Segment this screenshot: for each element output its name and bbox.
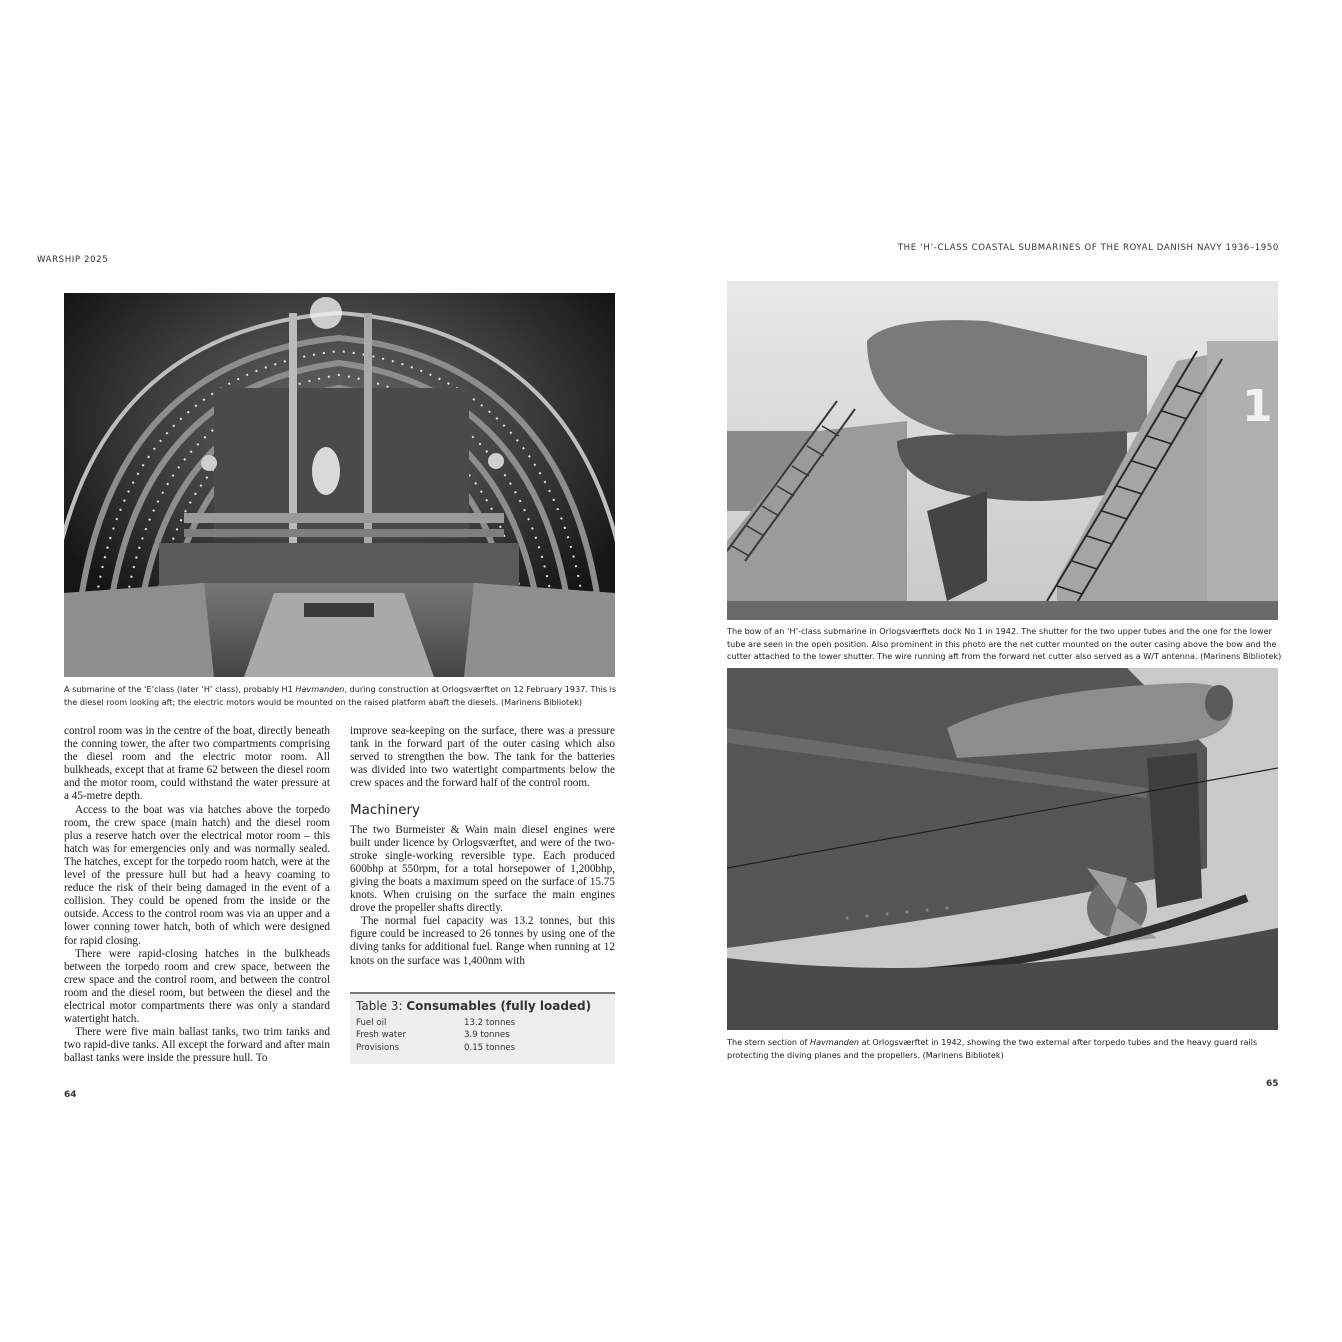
running-head-left: WARSHIP 2025 xyxy=(37,255,109,265)
table-title xyxy=(356,999,609,1013)
caption-italic-ship-name: Havmanden xyxy=(295,684,345,694)
table-cell-item: Fresh water xyxy=(356,1030,407,1041)
photo-stern-section xyxy=(727,668,1278,1030)
body-column-1 xyxy=(64,725,330,1065)
running-head-right: THE ‘H’-CLASS COASTAL SUBMARINES OF THE ROYAL DANISH NAVY 1936–1950 xyxy=(897,243,1279,253)
caption-italic-ship-name: Havmanden xyxy=(809,1037,860,1047)
body-column-2 xyxy=(350,725,615,968)
photo-bow-dry-dock-graphic xyxy=(727,281,1278,620)
photo-stern-section-graphic xyxy=(727,668,1278,1030)
table-cell-item: Fuel oil xyxy=(356,1018,387,1028)
table-cell-value: 13.2 tonnes xyxy=(464,1018,516,1028)
page-number-right: 65 xyxy=(1266,1079,1279,1089)
paragraph: There were five main ballast tanks, two trim tanks and two rapid-dive tanks. All except the forward and after main ballast tanks were inside the pressure hull. To xyxy=(64,1026,330,1065)
table-row xyxy=(356,1017,609,1029)
caption-stern xyxy=(727,1036,1287,1061)
caption-text: , during construction at Orlogsværftet on 12 February 1937. This is the diesel room looking aft; the electric motors would be mounted on the raised platform abaft the diesels. (Marinens Bibliotek) xyxy=(64,684,617,707)
paragraph: There were rapid-closing hatches in the bulkheads between the torpedo room and crew space, between the crew space and the control room, and between the control room and the diesel room, but between the diesel and the electrical motor compartments there was only a standard watertight hatch. xyxy=(64,947,330,1026)
section-heading-machinery: Machinery xyxy=(350,802,421,819)
caption-text: The bow of an ‘H’-class submarine in Orlogsværftets dock No 1 in 1942. The shutter for the two upper tubes and the one for the lower tube are seen in the open position. Also prominent in this photo are the net cutter mounted on the outer casing above the bow and the cutter attached to the lower shutter. The wire running aft from the forward net cutter also served as a W/T antenna. (Marinens Bibliotek) xyxy=(727,626,1282,662)
paragraph: Access to the boat was via hatches above the torpedo room, the crew space (main hatch) and the diesel room plus a reserve hatch over the electrical motor room – this hatch was for emergencies only and was normally sealed. The hatches, except for the torpedo room hatch, were at the level of the pressure hull but had a heavy coaming to reduce the risk of their being damaged in the event of a collision. They could be opened from the inside or the outside. Access to the control room was via an upper and a lower conning tower hatch, both of which were designed for rapid closing. xyxy=(64,803,330,947)
page-number-left: 64 xyxy=(64,1090,77,1100)
paragraph: improve sea-keeping on the surface, there was a pressure tank in the forward part of the outer casing which also served to strengthen the bow. The tank for the batteries was divided into two watertight compartments below the crew spaces and the forward half of the control room. xyxy=(350,725,615,790)
table-consumables xyxy=(350,992,615,1064)
caption-text: at Orlogsværftet in 1942, showing the two external after torpedo tubes and the heavy guard rails protecting the diving planes and the propellers. (Marinens Bibliotek) xyxy=(727,1037,1258,1060)
photo-bow-dry-dock xyxy=(727,281,1278,620)
paragraph: The two Burmeister & Wain main diesel engines were built under licence by Orlogsværftet, and were of the two-stroke single-working reversible type. Each produced 600bhp at 550rpm, for a total horsepower of 1,200bhp, giving the boats a maximum speed on the surface of 15.75 knots. When cruising on the surface the main engines drove the propeller shafts directly. xyxy=(350,823,615,915)
photo-diesel-room-graphic xyxy=(64,293,615,677)
caption-text: A submarine of the ‘E’class (later ‘H’ class), probably H1 xyxy=(64,684,296,694)
table-cell-item: Provisions xyxy=(356,1042,400,1053)
table-title-text: Consumables (fully loaded) xyxy=(406,999,592,1013)
table-row xyxy=(356,1042,609,1054)
table-cell-value: 3.9 tonnes xyxy=(464,1030,510,1041)
caption-diesel-room xyxy=(64,683,624,708)
caption-bow xyxy=(727,625,1287,663)
table-cell-value: 0.15 tonnes xyxy=(464,1042,516,1053)
photo-diesel-room xyxy=(64,293,615,677)
paragraph: The normal fuel capacity was 13.2 tonnes, but this figure could be increased to 26 tonnes by using one of the diving tanks for additional fuel. Range when running at 12 knots on the surface was 1,400nm with xyxy=(350,915,615,967)
paragraph: control room was in the centre of the boat, directly beneath the conning tower, the after two compartments comprising the diesel room and the electric motor room. All bulkheads, except that at frame 62 between the diesel room and the motor room, could withstand the water pressure at a 45-metre depth. xyxy=(64,725,330,803)
table-label: Table 3: xyxy=(356,999,407,1013)
caption-text: The stern section of xyxy=(727,1037,810,1047)
table-row xyxy=(356,1029,609,1041)
dock-number: 1 xyxy=(1242,381,1273,432)
